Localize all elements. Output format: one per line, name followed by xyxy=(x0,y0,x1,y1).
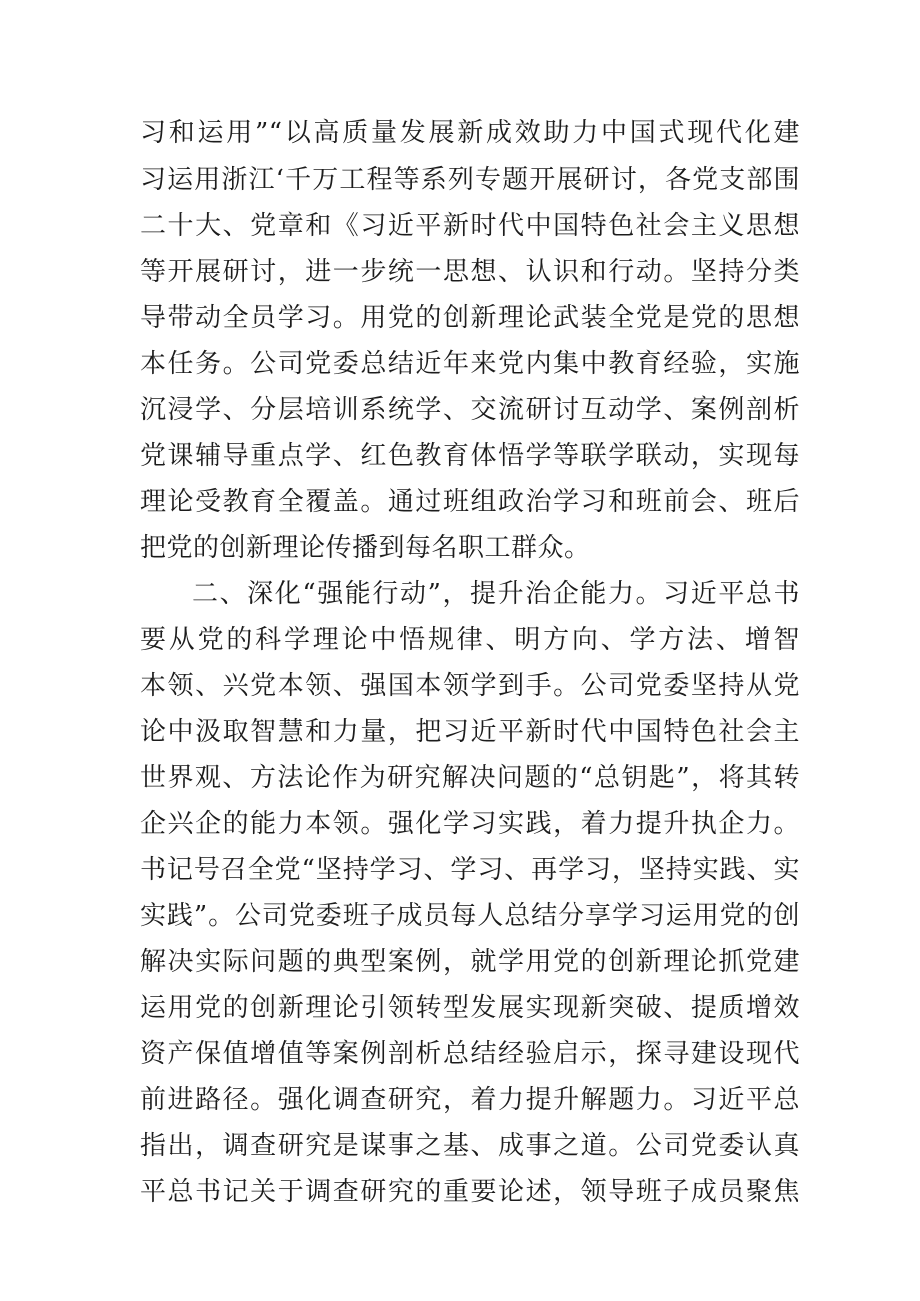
section-heading-line: 二、深化“强能行动”，提升治企能力。习近平总书 xyxy=(192,579,800,609)
text-line: 沉浸学、分层培训系统学、交流研讨互动学、案例剖析 xyxy=(140,395,800,425)
text-line: 实践”。公司党委班子成员每人总结分享学习运用党的创 xyxy=(140,901,800,931)
text-line: 企兴企的能力本领。强化学习实践，着力提升执企力。 xyxy=(140,809,800,839)
text-line: 把党的创新理论传播到每名职工群众。 xyxy=(140,533,591,563)
text-line: 资产保值增值等案例剖析总结经验启示，探寻建设现代 xyxy=(140,1039,800,1069)
text-line: 解决实际问题的典型案例，就学用党的创新理论抓党建 xyxy=(140,947,800,977)
text-line: 世界观、方法论作为研究解决问题的“总钥匙”，将其转 xyxy=(140,763,800,793)
text-line: 本领、兴党本领、强国本领学到手。公司党委坚持从党 xyxy=(140,671,800,701)
text-line: 理论受教育全覆盖。通过班组政治学习和班前会、班后 xyxy=(140,487,800,517)
text-line: 指出，调查研究是谋事之基、成事之道。公司党委认真 xyxy=(140,1131,800,1161)
text-line: 等开展研讨，进一步统一思想、认识和行动。坚持分类 xyxy=(140,257,800,287)
text-line: 要从党的科学理论中悟规律、明方向、学方法、增智 xyxy=(140,625,800,655)
text-line: 习运用浙江‘千万工程等系列专题开展研讨，各党支部围 xyxy=(140,165,800,195)
text-line: 习和运用”“以高质量发展新成效助力中国式现代化建 xyxy=(140,118,800,148)
text-line: 前进路径。强化调查研究，着力提升解题力。习近平总 xyxy=(140,1085,800,1115)
text-line: 运用党的创新理论引领转型发展实现新突破、提质增效 xyxy=(140,993,800,1023)
text-line: 导带动全员学习。用党的创新理论武装全党是党的思想 xyxy=(140,303,800,333)
text-line: 本任务。公司党委总结近年来党内集中教育经验，实施 xyxy=(140,349,800,379)
text-line: 论中汲取智慧和力量，把习近平新时代中国特色社会主 xyxy=(140,717,800,747)
text-line: 书记号召全党“坚持学习、学习、再学习，坚持实践、实 xyxy=(140,855,800,885)
text-line: 二十大、党章和《习近平新时代中国特色社会主义思想 xyxy=(140,211,800,241)
text-line: 党课辅导重点学、红色教育体悟学等联学联动，实现每 xyxy=(140,441,800,471)
text-line: 平总书记关于调查研究的重要论述，领导班子成员聚焦 xyxy=(140,1177,800,1207)
